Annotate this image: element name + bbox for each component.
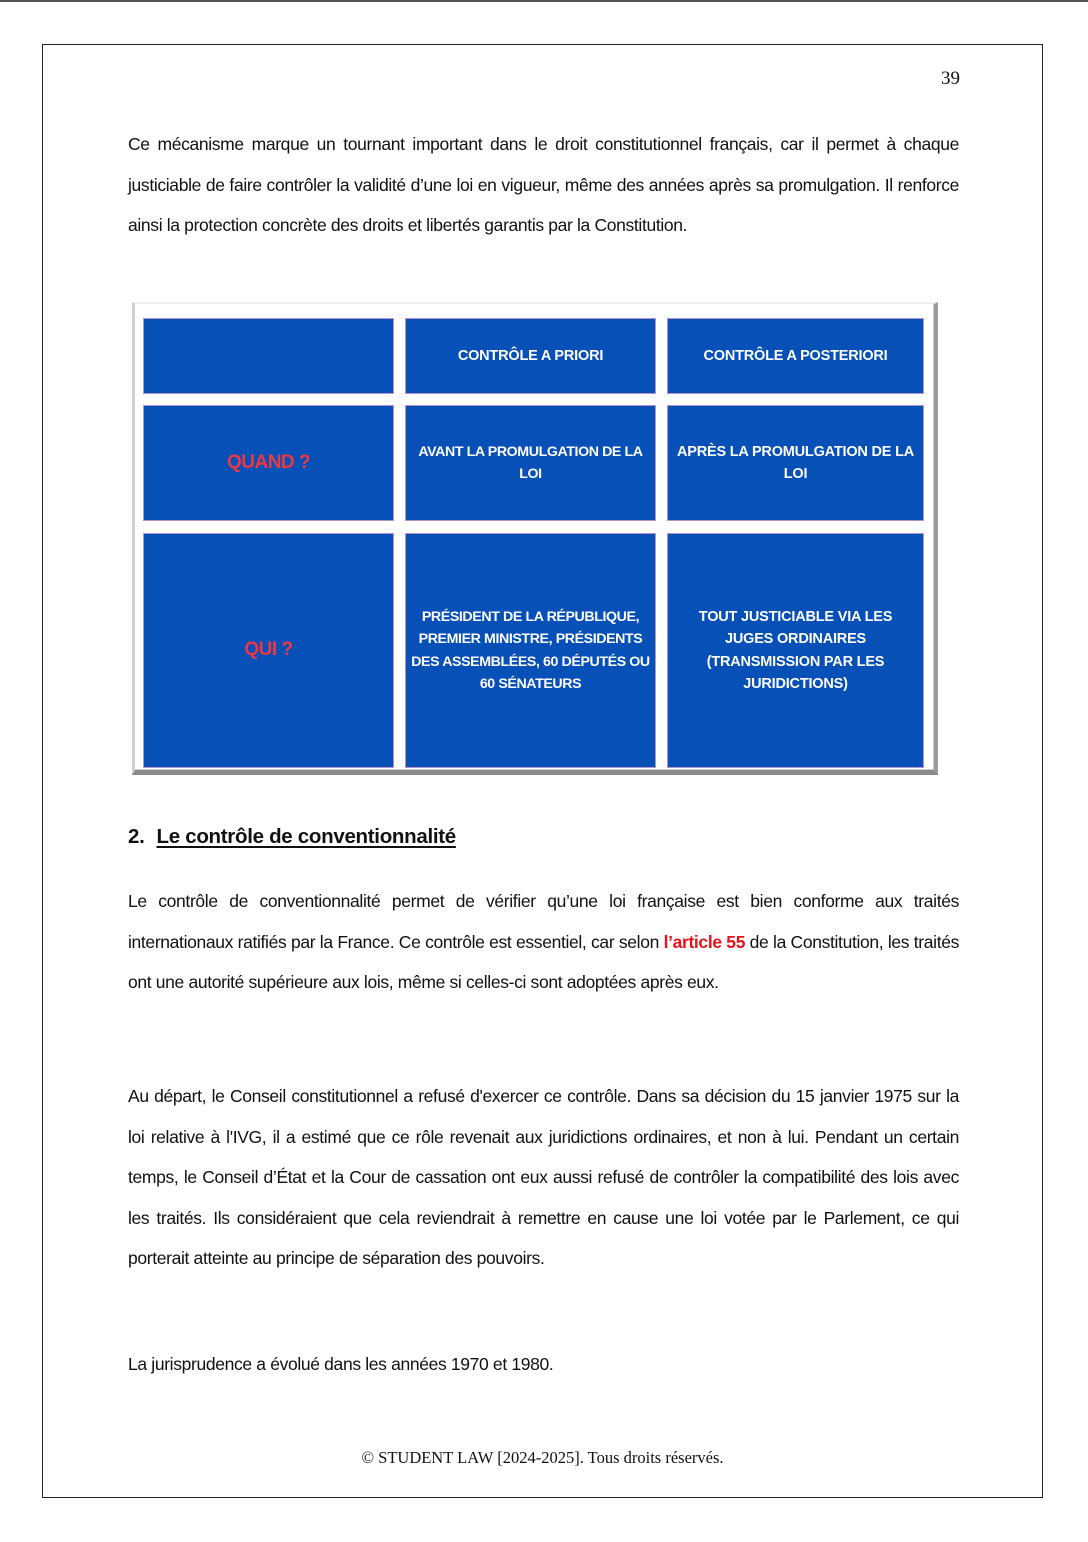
cell-qui-a-priori [405,533,656,768]
header-cell-a-priori [405,318,656,394]
table-corner-cell [143,318,394,394]
history-paragraph: Au départ, le Conseil constitutionnel a refusé d'exercer ce contrôle. Dans sa décision du 15 janvier 1975 sur la loi relative à l'IVG, il a estimé que ce rôle revenait aux juridictions ordinaires, et non à lui. Pendant un certain temps, le Conseil d’État et la Cour de cassation ont eux aussi refusé de contrôler la compatibilité des lois avec les traités. Ils considéraient que cela reviendrait à remettre en cause une loi votée par le Parlement, ce qui porterait atteinte au principe de séparation des pouvoirs. [128,1086,959,1268]
comparison-table-figure [132,302,938,775]
quand-a-priori-text: AVANT LA PROMULGATION DE LA LOI [418,443,643,482]
conventionnalite-paragraph [128,881,959,1003]
quand-label: QUAND ? [226,451,311,473]
qui-a-posteriori-text: TOUT JUSTICIABLE VIA LES JUGES ORDINAIRES (TRANSMISSION PAR LES JURIDICTIONS) [698,608,893,692]
article-55-highlight: l’article 55 [663,931,746,952]
cell-quand-a-posteriori [667,405,924,521]
copyright-footer: © STUDENT LAW [2024-2025]. Tous droits réservés. [361,1448,724,1467]
row-label-quand [143,405,394,521]
paragraph-text-after: de la Constitution, les traités ont une autorité supérieure aux lois, même si celles-ci sont adoptées après eux. [128,931,959,992]
page-number: 39 [941,68,960,89]
header-cell-a-posteriori [667,318,924,394]
qui-a-priori-text: PRÉSIDENT DE LA RÉPUBLIQUE, PREMIER MINISTRE, PRÉSIDENTS DES ASSEMBLÉES, 60 DÉPUTÉS OU 60 SÉNATEURS [411,608,650,692]
row-label-qui [143,533,394,768]
quand-a-posteriori-text: APRÈS LA PROMULGATION DE LA LOI [676,443,915,482]
intro-paragraph: Ce mécanisme marque un tournant important dans le droit constitutionnel français, car il permet à chaque justiciable de faire contrôler la validité d’une loi en vigueur, même des années après sa promulgation. Il renforce ainsi la protection concrète des droits et libertés garantis par la Constitution. [128,134,959,235]
paragraph-text-before: Le contrôle de conventionnalité permet de vérifier qu’une loi française est bien conforme aux traités internationaux ratifiés par la France. Ce contrôle est essentiel, car selon [128,891,959,952]
header-a-priori-label: CONTRÔLE A PRIORI [457,347,604,364]
section-number: 2. [128,825,145,848]
section-title: Le contrôle de conventionnalité [156,825,456,848]
cell-qui-a-posteriori [667,533,924,768]
cell-quand-a-priori [405,405,656,521]
header-a-posteriori-label: CONTRÔLE A POSTERIORI [703,347,888,364]
jurisprudence-paragraph: La jurisprudence a évolué dans les années 1970 et 1980. [128,1354,554,1374]
qui-label: QUI ? [244,639,293,661]
section-heading [128,825,456,849]
top-divider [0,0,1088,2]
